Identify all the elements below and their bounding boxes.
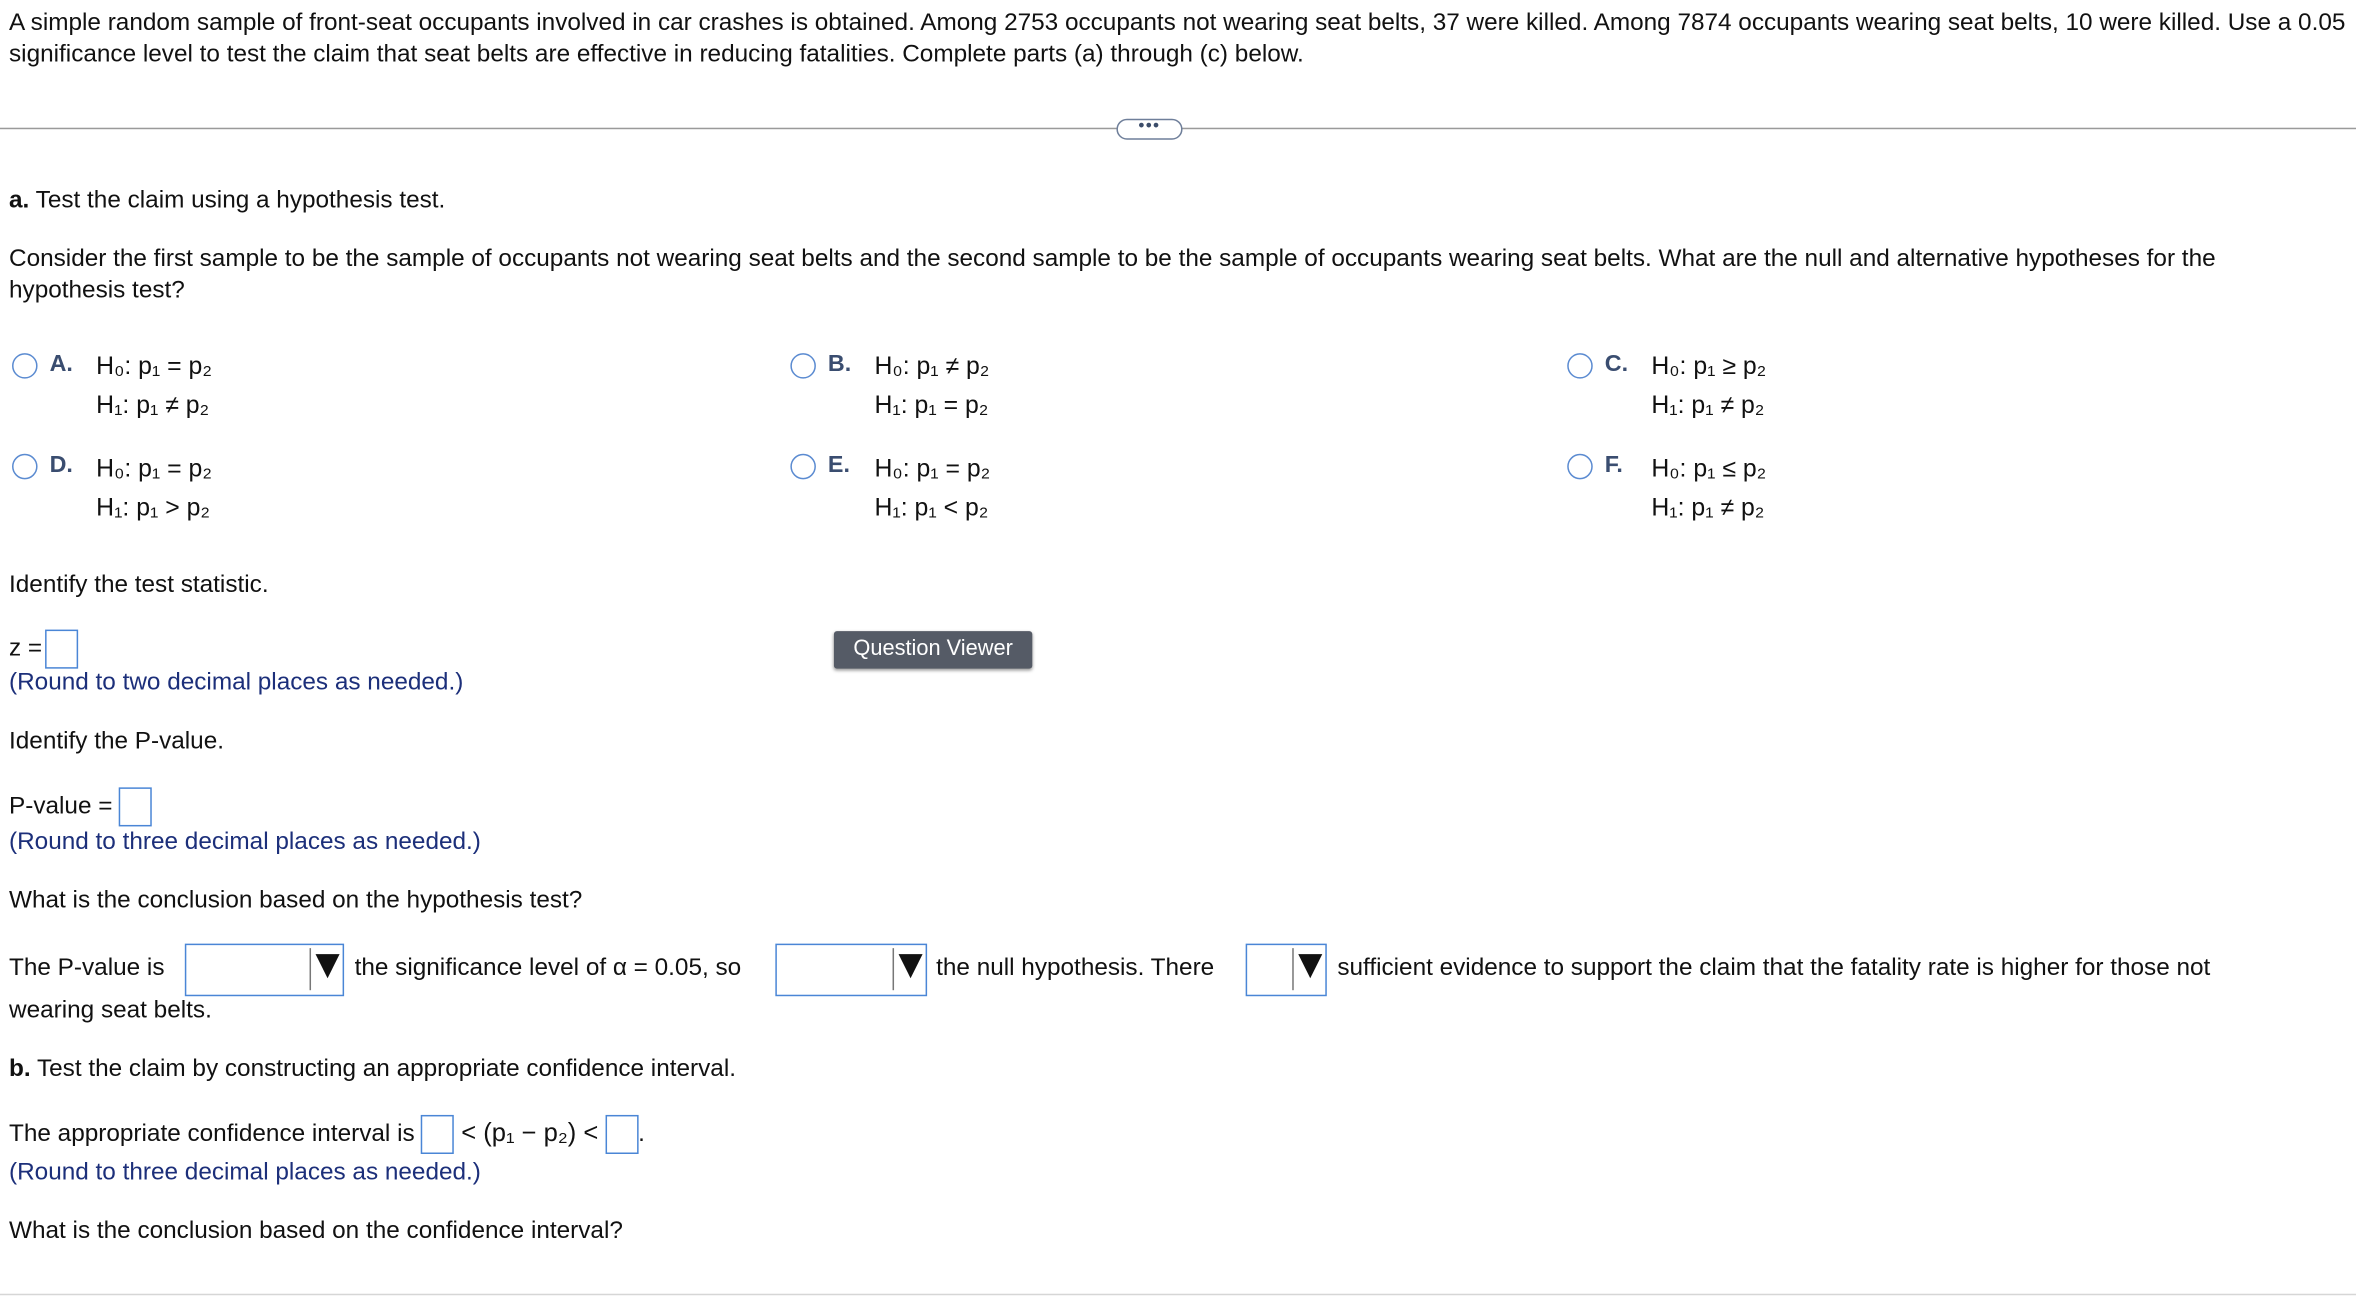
dropdown-divider — [310, 948, 312, 990]
part-b-heading — [9, 1053, 736, 1085]
option-d-h0: H₀: p₁ = p₂ — [96, 455, 212, 483]
z-label: z = — [9, 634, 43, 662]
part-a-heading — [9, 185, 445, 217]
z-round-note: (Round to two decimal places as needed.) — [9, 668, 464, 696]
conclusion-text-1: The P-value is — [9, 954, 165, 982]
option-c-letter: C. — [1604, 351, 1629, 378]
ci-middle: < (p₁ − p₂) < — [461, 1118, 599, 1147]
option-c-h0: H₀: p₁ ≥ p₂ — [1651, 353, 1767, 381]
dropdown-divider — [1292, 948, 1294, 990]
option-a-radio[interactable] — [12, 353, 38, 379]
option-e-radio[interactable] — [790, 454, 816, 480]
option-e-h0: H₀: p₁ = p₂ — [874, 455, 991, 483]
reject-decision-dropdown[interactable] — [775, 944, 927, 997]
conclusion-text-2: the significance level of α = 0.05, so — [354, 954, 742, 982]
test-statistic-prompt: Identify the test statistic. — [9, 570, 269, 599]
dropdown-arrow-icon — [899, 954, 923, 978]
option-f-radio[interactable] — [1567, 454, 1593, 480]
hypotheses-question: Consider the first sample to be the sample of occupants not wearing seat belts and the second sample to be the sample of occupants wearing seat belts. What are the null and alternative hypotheses for the hypothesis test? — [9, 244, 2216, 304]
option-f-h0: H₀: p₁ ≤ p₂ — [1651, 455, 1767, 483]
option-a-h1: H₁: p₁ ≠ p₂ — [96, 392, 210, 420]
ci-conclusion-prompt: What is the conclusion based on the confidence interval? — [9, 1217, 623, 1245]
ci-lower-input[interactable] — [421, 1115, 454, 1154]
conclusion-text-5: wearing seat belts. — [9, 996, 212, 1024]
dropdown-arrow-icon — [316, 954, 340, 978]
question-viewer-button[interactable]: Question Viewer — [834, 631, 1032, 669]
z-row — [9, 630, 78, 669]
dropdown-arrow-icon — [1298, 954, 1322, 978]
conclusion-text-3: the null hypothesis. There — [936, 954, 1215, 982]
part-a-title: Test the claim using a hypothesis test. — [35, 186, 446, 214]
pvalue-round-note: (Round to three decimal places as needed.) — [9, 827, 481, 855]
pvalue-comparison-dropdown[interactable] — [185, 944, 344, 997]
option-f-letter: F. — [1604, 452, 1623, 478]
expand-dots-button[interactable]: ••• — [1116, 119, 1182, 140]
conclusion-text-4: sufficient evidence to support the claim that the fatality rate is higher for those not — [1337, 954, 2211, 982]
ci-end: . — [638, 1119, 645, 1147]
part-b-title: Test the claim by constructing an appropriate confidence interval. — [36, 1054, 736, 1082]
part-a-label: a. — [9, 186, 30, 214]
option-b-h0: H₀: p₁ ≠ p₂ — [874, 353, 990, 381]
option-f-h1: H₁: p₁ ≠ p₂ — [1651, 494, 1765, 522]
option-d-radio[interactable] — [12, 454, 38, 480]
option-d-h1: H₁: p₁ > p₂ — [96, 494, 211, 522]
option-b-h1: H₁: p₁ = p₂ — [874, 392, 989, 420]
conclusion-prompt: What is the conclusion based on the hypothesis test? — [9, 886, 583, 914]
option-e-letter: E. — [827, 452, 850, 478]
ci-round-note: (Round to three decimal places as needed.) — [9, 1158, 481, 1186]
pvalue-row — [9, 787, 152, 826]
z-input[interactable] — [45, 630, 78, 669]
problem-statement: A simple random sample of front-seat occupants involved in car crashes is obtained. Among 2753 occupants not wearing seat belts, 37 were killed. Among 7874 occupants wearing seat belts, 10 were killed. Use a 0.05 significance level to test the claim that seat belts are effective in reducing fatalities. Complete parts (a) through (c) below. — [9, 9, 2346, 68]
pvalue-input[interactable] — [118, 787, 151, 826]
part-b-label: b. — [9, 1054, 31, 1082]
ci-upper-input[interactable] — [605, 1115, 638, 1154]
option-b-letter: B. — [827, 351, 852, 378]
pvalue-label: P-value = — [9, 792, 113, 820]
option-a-h0: H₀: p₁ = p₂ — [96, 353, 212, 381]
dropdown-divider — [893, 948, 895, 990]
ci-prefix: The appropriate confidence interval is — [9, 1119, 415, 1147]
option-c-radio[interactable] — [1567, 353, 1593, 379]
option-e-h1: H₁: p₁ < p₂ — [874, 494, 989, 522]
bottom-divider — [0, 1294, 2356, 1296]
option-d-letter: D. — [49, 452, 73, 478]
option-c-h1: H₁: p₁ ≠ p₂ — [1651, 392, 1765, 420]
evidence-dropdown[interactable] — [1246, 944, 1327, 997]
pvalue-prompt: Identify the P-value. — [9, 727, 225, 755]
confidence-interval-row — [9, 1115, 645, 1154]
option-a-letter: A. — [49, 351, 73, 378]
option-b-radio[interactable] — [790, 353, 816, 379]
